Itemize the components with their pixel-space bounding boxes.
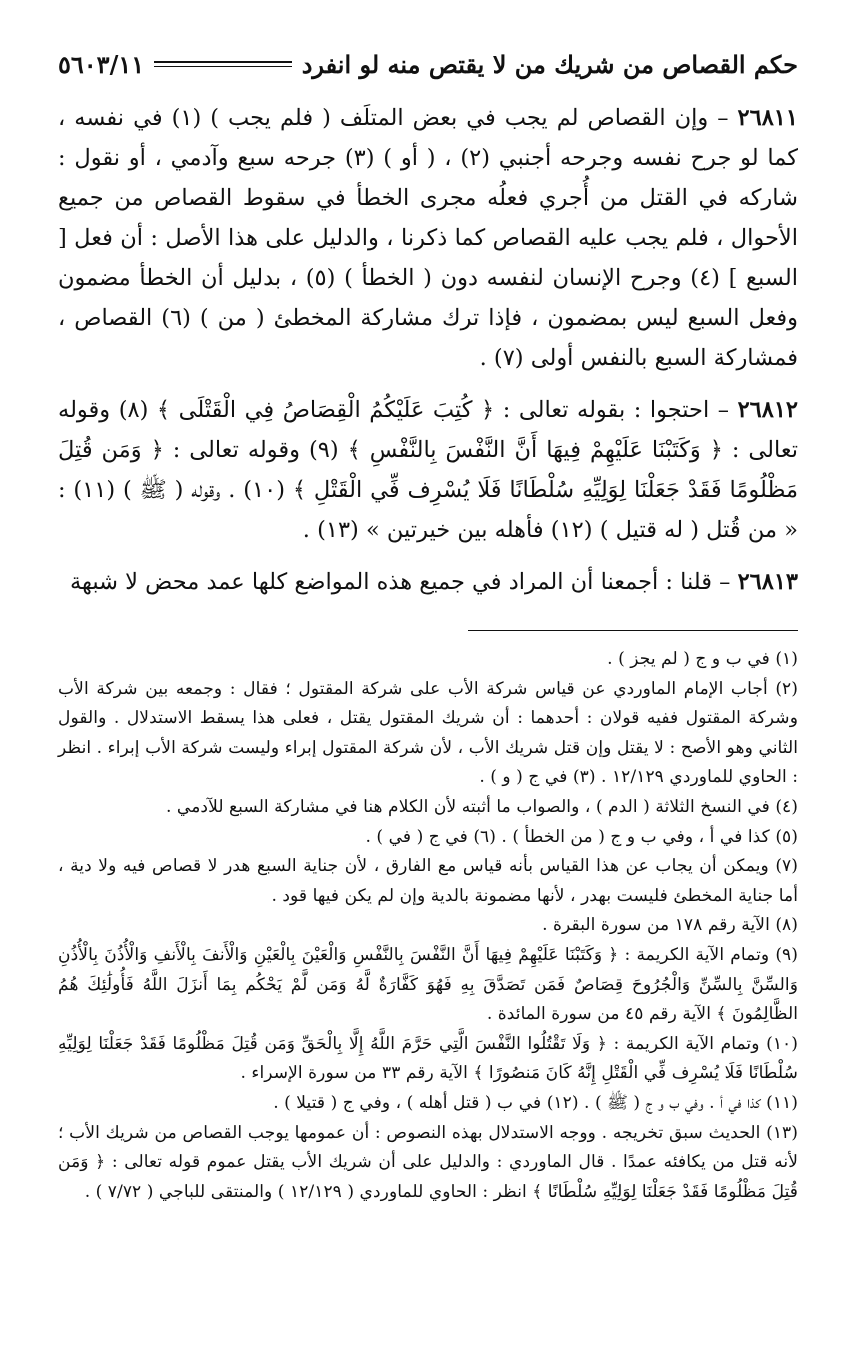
footnote-divider: [468, 630, 798, 631]
paragraph: [58, 98, 798, 378]
paragraph-text: – قلنا : أجمعنا أن المراد في جميع هذه المواضع كلها عمد محض لا شبهة: [69, 569, 731, 595]
paragraph: [58, 562, 798, 602]
main-text: [58, 98, 798, 602]
paragraph-number: ٢٦٨١٢: [737, 397, 798, 423]
running-header: [58, 44, 798, 84]
paragraph-text: – احتجوا : بقوله تعالى : ﴿ كُتِبَ عَلَيْكُمُ الْقِصَاصُ فِي الْقَتْلَى ﴾ (٨) وقوله تعالى : ﴿ وَكَتَبْنَا عَلَيْهِمْ فِيهَا أَنَّ النَّفْسَ بِالنَّفْسِ ﴾ (٩) وقوله تعالى : ﴿ وَمَن قُتِلَ مَظْلُومًا فَقَدْ جَعَلْنَا لِوَلِيِّهِ سُلْطَانًا فَلَا يُسْرِف فِّي الْقَتْلِ ﴾ (١٠) . وقوله ( ﷺ ) (١١) : « من قُتل ( له قتيل ) (١٢) فأهله بين خيرتين » (١٣) .: [58, 397, 799, 543]
footnote: (٩) وتمام الآية الكريمة : ﴿ وَكَتَبْنَا عَلَيْهِمْ فِيهَا أَنَّ النَّفْسَ بِالنَّفْسِ وَالْعَيْنَ بِالْعَيْنِ وَالْأَنفَ بِالْأَنفِ وَالْأُذُنَ بِالْأُذُنِ وَالسِّنَّ بِالسِّنِّ وَالْجُرُوحَ قِصَاصٌ فَمَن تَصَدَّقَ بِهِ فَهُوَ كَفَّارَةٌ لَّهُ وَمَن لَّمْ يَحْكُم بِمَا أَنزَلَ اللَّهُ فَأُولَٰئِكَ هُمُ الظَّالِمُونَ ﴾ الآية رقم ٤٥ من سورة المائدة .: [58, 944, 798, 1025]
footnote: (٧) ويمكن أن يجاب عن هذا القياس بأنه قياس مع الفارق ، لأن جناية السبع هدر لا قصاص فيه ولا دية ، أما جناية المخطئ فليست بهدر ، لأنها مضمونة بالدية وإن لم يكن فيها قود .: [58, 856, 798, 906]
chapter-title: حكم القصاص من شريك من لا يقتص منه لو انفرد: [301, 49, 798, 79]
header-rule: [154, 61, 292, 67]
footnotes: [58, 645, 798, 1207]
footnote: (١٣) الحديث سبق تخريجه . ووجه الاستدلال بهذه النصوص : أن عمومها يوجب القصاص من شريك الأب ؛ لأنه قتل من يكافئه عمدًا . قال الماوردي : والدليل على أن شريك الأب يقتل عموم قوله تعالى : ﴿ وَمَن قُتِلَ مَظْلُومًا فَقَدْ جَعَلْنَا لِوَلِيِّهِ سُلْطَانًا ﴾ انظر : الحاوي للماوردي ( ١٢/١٢٩ ) والمنتقى للباجي ( ٧/٧٢ ) .: [58, 1122, 798, 1202]
footnote: (٨) الآية رقم ١٧٨ من سورة البقرة .: [542, 915, 798, 936]
paragraph-text: – وإن القصاص لم يجب في بعض المتلَف ( فلم يجب ) (١) في نفسه ، كما لو جرح نفسه وجرحه أجنبي (٢) ، ( أو ) (٣) جرحه سبع وآدمي ، أو نقول : شاركه في القتل من أُجري فعلُه مجرى الخطأ في سقوط القصاص من جميع الأحوال ، فلم يجب عليه القصاص كما ذكرنا ، والدليل على هذا الأصل : أن فعل [ السبع ] (٤) وجرح الإنسان لنفسه دون ( الخطأ ) (٥) ، بدليل أن الخطأ مضمون وفعل السبع ليس بمضمون ، فإذا ترك مشاركة المخطئ ( من ) (٦) القصاص ، فمشاركة السبع بالنفس أولى (٧) .: [58, 105, 798, 371]
footnote: (٢) أجاب الإمام الماوردي عن قياس شركة الأب على شركة المقتول ؛ فقال : وجمعه بين شركة الأب وشركة المقتول ففيه قولان : أحدهما : أن شريك المقتول يقتل ، فعلى هذا يسقط الاستدلال . والقول الثاني وهو الأصح : لا يقتل وإن قتل شريك الأب ، لأن شركة المقتول إبراء وليست شركة الأب إبراء . انظر : الحاوي للماوردي ١٢/١٢٩ . (٣) في ج ( و ) .: [58, 678, 798, 788]
footnote: (٥) كذا في أ ، وفي ب و ج ( من الخطأ ) . (٦) في ج ( في ) .: [365, 826, 798, 847]
book-page: [58, 44, 798, 1207]
paragraph: [58, 390, 798, 550]
page-number: ٥٦٠٣/١١: [58, 49, 145, 79]
footnote: (١١) كذا في أ . وفي ب و ج ( ﷺ ) . (١٢) في ب ( قتل أهله ) ، وفي ج ( قتيلا ) .: [273, 1092, 798, 1113]
footnote: (١٠) وتمام الآية الكريمة : ﴿ وَلَا تَقْتُلُوا النَّفْسَ الَّتِي حَرَّمَ اللَّهُ إِلَّا بِالْحَقِّ وَمَن قُتِلَ مَظْلُومًا فَقَدْ جَعَلْنَا لِوَلِيِّهِ سُلْطَانًا فَلَا يُسْرِف فِّي الْقَتْلِ إِنَّهُ كَانَ مَنصُورًا ﴾ الآية رقم ٣٣ من سورة الإسراء .: [58, 1033, 798, 1084]
paragraph-number: ٢٦٨١١: [737, 105, 798, 131]
footnote: (١) في ب و ج ( لم يجز ) .: [607, 649, 798, 669]
footnote: (٤) في النسخ الثلاثة ( الدم ) ، والصواب ما أثبته لأن الكلام هنا في مشاركة السبع للآدمي .: [165, 796, 798, 817]
paragraph-number: ٢٦٨١٣: [737, 569, 798, 595]
